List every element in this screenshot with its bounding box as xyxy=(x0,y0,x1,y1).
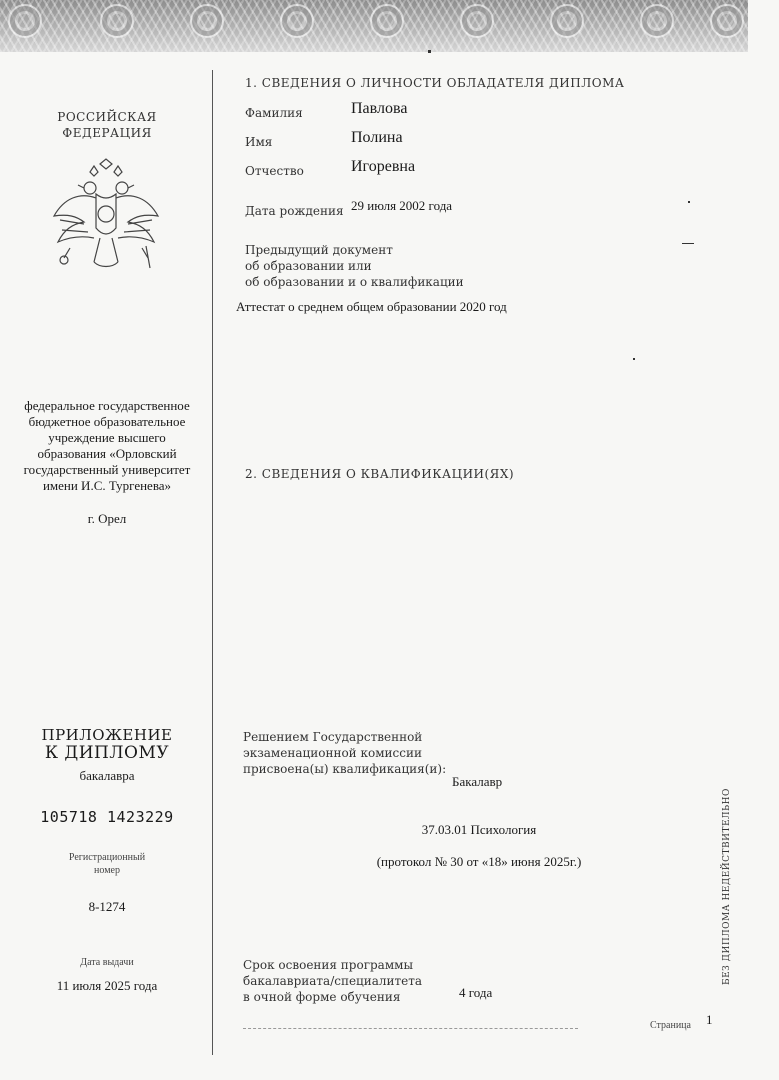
institution-line: образования «Орловский xyxy=(37,446,177,461)
program-value: 37.03.01 Психология xyxy=(421,822,537,837)
institution-line: учреждение высшего xyxy=(48,430,166,445)
prev-doc-label-3: об образовании и о квалификации xyxy=(245,275,464,289)
section-2-heading: 2. СВЕДЕНИЯ О КВАЛИФИКАЦИИ(ЯХ) xyxy=(245,467,515,481)
reg-number-label-2: номер xyxy=(94,865,120,876)
country-line-2: ФЕДЕРАЦИЯ xyxy=(62,126,152,140)
rosette-ornament xyxy=(280,4,314,38)
institution-line: бюджетное образовательное xyxy=(28,414,186,429)
invalid-without-diploma-note: БЕЗ ДИПЛОМА НЕДЕЙСТВИТЕЛЬНО xyxy=(722,788,732,985)
institution-line: имени И.С. Тургенева» xyxy=(42,478,172,493)
name-value: Полина xyxy=(351,129,403,146)
term-label-3: в очной форме обучения xyxy=(243,990,401,1004)
rosette-ornament xyxy=(460,4,494,38)
scan-mark xyxy=(428,50,431,53)
issue-date-label: Дата выдачи xyxy=(80,957,134,968)
surname-value: Павлова xyxy=(351,100,408,117)
rosette-ornament xyxy=(370,4,404,38)
appendix-title-line-1: ПРИЛОЖЕНИЕ xyxy=(41,726,173,744)
serial-number: 105718 1423229 xyxy=(40,808,174,826)
rosette-ornament xyxy=(640,4,674,38)
protocol-value: (протокол № 30 от «18» июня 2025г.) xyxy=(376,854,582,869)
decision-label-3: присвоена(ы) квалификация(и): xyxy=(243,762,447,776)
term-label-1: Срок освоения программы xyxy=(243,958,414,972)
double-headed-eagle-emblem xyxy=(50,158,162,280)
birth-date-label: Дата рождения xyxy=(245,204,344,218)
name-label: Имя xyxy=(245,135,273,149)
degree-level: бакалавра xyxy=(79,768,135,783)
rosette-ornament xyxy=(190,4,224,38)
surname-label: Фамилия xyxy=(245,106,303,120)
appendix-title-line-2: К ДИПЛОМУ xyxy=(44,743,170,763)
patronymic-value: Игоревна xyxy=(351,158,416,175)
rosette-ornament xyxy=(8,4,42,38)
rosette-ornament xyxy=(710,4,744,38)
institution-line: государственный университет xyxy=(23,462,191,477)
page-number: 1 xyxy=(706,1012,713,1027)
birth-date-value: 29 июля 2002 года xyxy=(351,198,453,213)
prev-doc-label-2: об образовании или xyxy=(245,259,372,273)
prev-doc-label-1: Предыдущий документ xyxy=(245,243,393,257)
city: г. Орел xyxy=(87,511,127,526)
column-divider xyxy=(212,70,213,1055)
country-line-1: РОССИЙСКАЯ xyxy=(57,110,157,124)
institution-line: федеральное государственное xyxy=(24,398,190,413)
scan-mark xyxy=(682,243,694,244)
reg-number: 8-1274 xyxy=(88,899,126,914)
rosette-ornament xyxy=(100,4,134,38)
issue-date: 11 июля 2025 года xyxy=(56,978,158,993)
section-1-heading: 1. СВЕДЕНИЯ О ЛИЧНОСТИ ОБЛАДАТЕЛЯ ДИПЛОМА xyxy=(245,76,625,90)
term-value: 4 года xyxy=(459,985,493,1000)
reg-number-label-1: Регистрационный xyxy=(68,852,146,863)
security-banner xyxy=(0,0,748,52)
qualification-value: Бакалавр xyxy=(452,774,503,789)
rosette-ornament xyxy=(550,4,584,38)
page-label: Страница xyxy=(650,1020,691,1031)
decision-label-2: экзаменационной комиссии xyxy=(243,746,422,760)
term-label-2: бакалавриата/специалитета xyxy=(243,974,423,988)
institution-name xyxy=(8,398,206,494)
scan-mark xyxy=(633,358,635,360)
decision-label-1: Решением Государственной xyxy=(243,730,423,744)
patronymic-label: Отчество xyxy=(245,164,304,178)
prev-doc-value: Аттестат о среднем общем образовании 2020 год xyxy=(236,299,507,314)
footer-divider xyxy=(243,1028,578,1029)
scan-mark xyxy=(688,201,690,203)
